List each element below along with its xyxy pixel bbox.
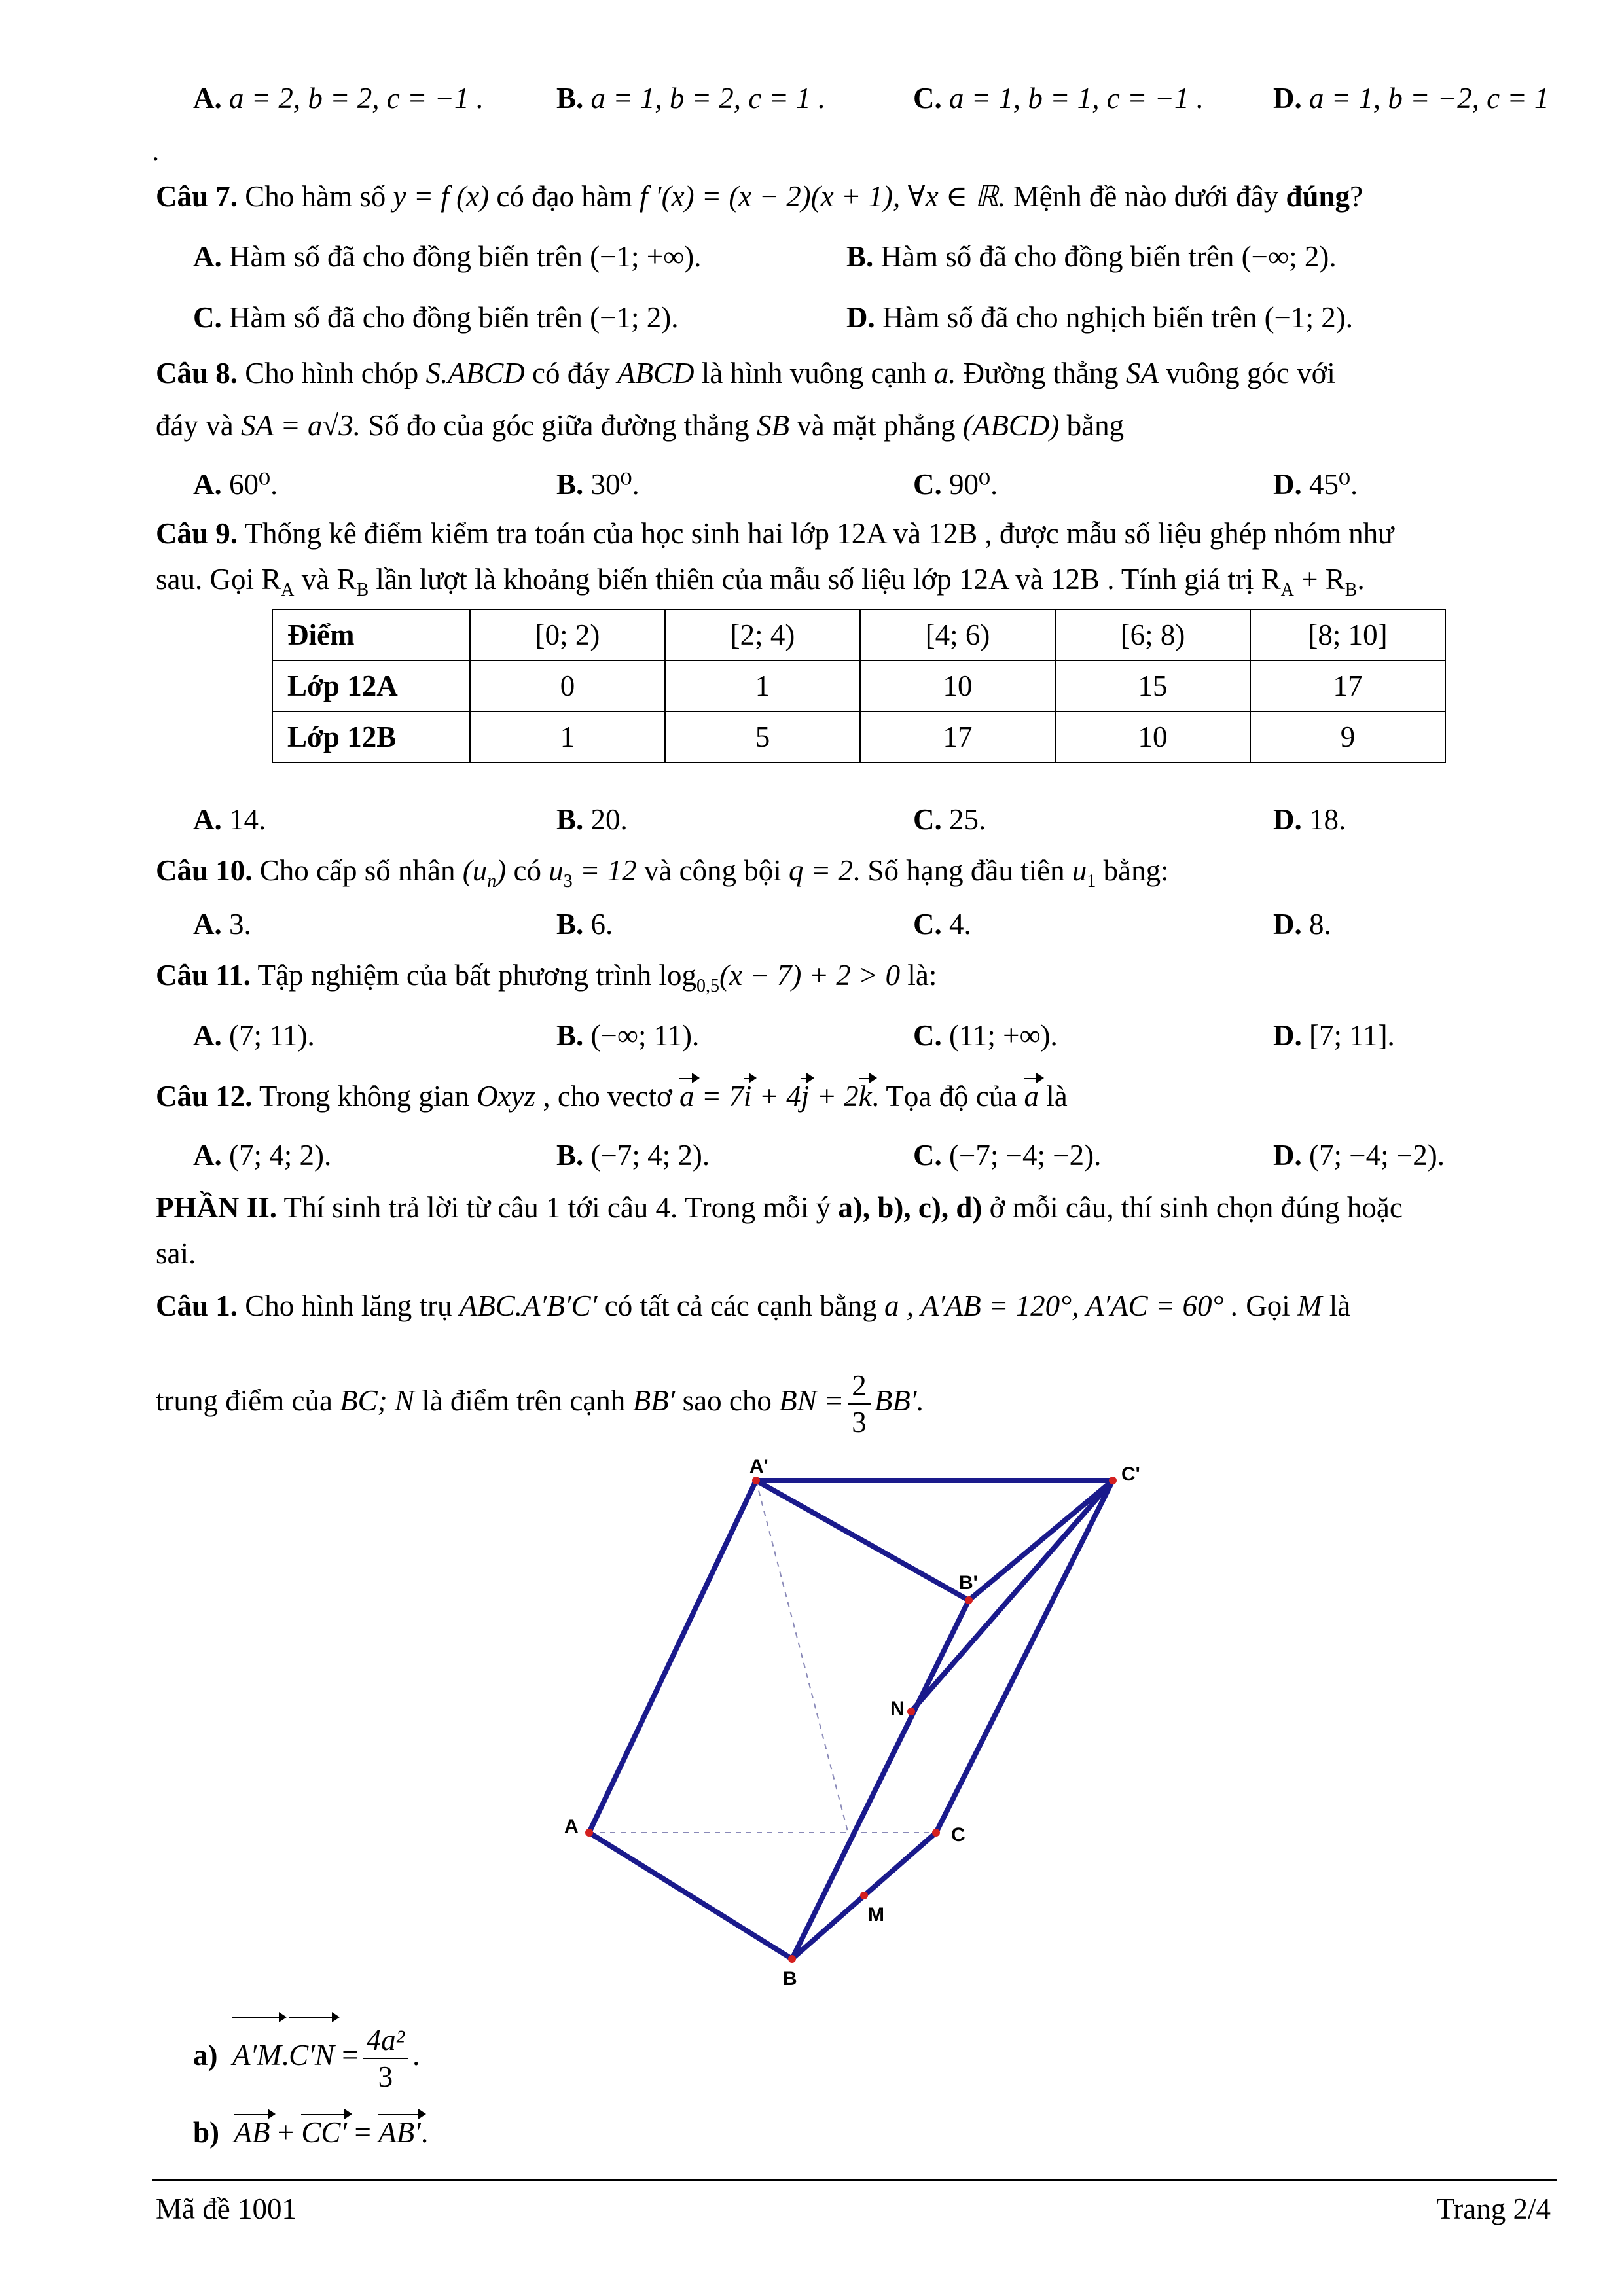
q8-option-b: B. 30⁰.: [556, 468, 640, 501]
q6-option-a: A. a = 2, b = 2, c = −1 .: [193, 82, 484, 115]
edge-a1-a: [589, 1480, 756, 1833]
c1-stem-line1: Câu 1. Cho hình lăng trụ ABC.A′B′C′ có tất cả các cạnh bằng a , A′AB = 120°, A′AC = 60° . Gọi M là: [156, 1289, 1351, 1322]
q9-stem-line1: Câu 9. Thống kê điểm kiểm tra toán của học sinh hai lớp 12A và 12B , được mẫu số liệu ghép nhóm như: [156, 517, 1394, 550]
point-a: [585, 1829, 593, 1837]
q10-stem: Câu 10. Cho cấp số nhân $(u_n)$ có $u_3 = 12$ và công bội q = 2. Số hạng đầu tiên $u_1$ bằng:: [156, 854, 1169, 891]
point-b: [788, 1955, 796, 1963]
edge-c1-b1: [969, 1480, 1113, 1600]
q11-stem: Câu 11. Tập nghiệm của bất phương trình $\log_{0,5}(x - 7) + 2 > 0$ là:: [156, 959, 937, 996]
footer-divider: [152, 2179, 1557, 2181]
table-cell: Lớp 12B: [272, 711, 470, 762]
point-c: [932, 1829, 940, 1837]
fraction: $\frac{2}{3}$: [848, 1368, 871, 1440]
visible-edges: [589, 1480, 1113, 1959]
table-header-cell: Điểm: [272, 609, 470, 660]
q11-option-b: B. (−∞; 11).: [556, 1019, 700, 1052]
fraction: $\frac{\text{4a²}}{3}$: [363, 2022, 409, 2094]
table-cell: 10: [860, 660, 1055, 711]
point-b1: [965, 1596, 973, 1604]
q9-option-c: C. 25.: [913, 803, 986, 836]
q6-stray-dot: .: [152, 134, 160, 167]
q6-option-d: D. a = 1, b = −2, c = 1: [1273, 82, 1549, 115]
table-cell: 10: [1055, 711, 1250, 762]
q7-option-d: D. Hàm số đã cho nghịch biến trên (−1; 2).: [846, 301, 1353, 334]
label-c1: C': [1121, 1463, 1140, 1485]
q11-option-d: D. [7; 11].: [1273, 1019, 1395, 1052]
table-cell: 9: [1250, 711, 1445, 762]
c1-stem-line2: trung điểm của BC; N là điểm trên cạnh BB′ sao cho BN = $\frac{2}{3}$ BB′.: [156, 1369, 924, 1439]
q10-option-a: A. 3.: [193, 908, 251, 941]
q6-option-c: C. a = 1, b = 1, c = −1 .: [913, 82, 1204, 115]
q8-option-c: C. 90⁰.: [913, 468, 998, 501]
table-header-cell: [4; 6): [860, 609, 1055, 660]
q7-option-b: B. Hàm số đã cho đồng biến trên (−∞; 2).: [846, 240, 1337, 273]
q12-stem: Câu 12. Trong không gian Oxyz , cho vectơ a = 7i + 4j + 2k. Tọa độ của a là: [156, 1077, 1068, 1116]
q12-option-a: A. (7; 4; 2).: [193, 1139, 332, 1172]
part2-heading-line1: PHẦN II. Thí sinh trả lời từ câu 1 tới câu 4. Trong mỗi ý a), b), c), d) ở mỗi câu, thí sinh chọn đúng hoặc: [156, 1191, 1403, 1224]
statement-a: a) A′M.C′N = $\frac{\text{4a²}}{3}$ .: [193, 2016, 420, 2094]
q12-option-c: C. (−7; −4; −2).: [913, 1139, 1102, 1172]
table-cell: 17: [1250, 660, 1445, 711]
table-header-cell: [8; 10]: [1250, 609, 1445, 660]
q9-option-d: D. 18.: [1273, 803, 1346, 836]
q8-option-d: D. 45⁰.: [1273, 468, 1358, 501]
q11-option-c: C. (11; +∞).: [913, 1019, 1058, 1052]
vertex-points: [585, 1477, 1117, 1963]
label-c: C: [951, 1824, 965, 1846]
point-n: [907, 1708, 915, 1715]
table-cell: 5: [665, 711, 860, 762]
q9-option-b: B. 20.: [556, 803, 628, 836]
table-cell: 0: [470, 660, 665, 711]
statement-b: b) AB + CC′ = AB′.: [193, 2113, 428, 2152]
table-cell: 1: [665, 660, 860, 711]
q12-option-b: B. (−7; 4; 2).: [556, 1139, 710, 1172]
q6-option-b: B. a = 1, b = 2, c = 1 .: [556, 82, 826, 115]
table-header-cell: [2; 4): [665, 609, 860, 660]
hidden-edge-a1-m: [756, 1480, 848, 1831]
table-header-cell: [6; 8): [1055, 609, 1250, 660]
q9-stem-line2: sau. Gọi $R_A$ và $R_B$ lần lượt là khoảng biến thiên của mẫu số liệu lớp 12A và 12B . Tính giá trị $R_A + R_B$.: [156, 563, 1365, 600]
q10-option-c: C. 4.: [913, 908, 971, 941]
label-n: N: [890, 1698, 905, 1719]
q7-option-a: A. Hàm số đã cho đồng biến trên (−1; +∞).: [193, 240, 702, 273]
label-a: A: [564, 1816, 579, 1837]
q10-option-b: B. 6.: [556, 908, 613, 941]
label-a1: A': [749, 1456, 768, 1477]
table-cell: 17: [860, 711, 1055, 762]
q10-option-d: D. 8.: [1273, 908, 1331, 941]
point-m: [860, 1892, 868, 1899]
footer-page-number: Trang 2/4: [1436, 2193, 1551, 2225]
q7-option-c: C. Hàm số đã cho đồng biến trên (−1; 2).: [193, 301, 679, 334]
point-a1: [752, 1477, 760, 1484]
q7-stem: Câu 7. Cho hàm số y = f (x) có đạo hàm f ′(x) = (x − 2)(x + 1), ∀x ∈ ℝ. Mệnh đề nào dưới đây đúng?: [156, 180, 1363, 213]
point-c1: [1109, 1477, 1117, 1484]
q9-option-a: A. 14.: [193, 803, 266, 836]
table-cell: Lớp 12A: [272, 660, 470, 711]
part2-heading-line2: sai.: [156, 1237, 196, 1270]
table-cell: 1: [470, 711, 665, 762]
label-b: B: [783, 1968, 797, 1990]
label-b1: B': [959, 1572, 978, 1594]
q11-option-a: A. (7; 11).: [193, 1019, 315, 1052]
footer-exam-code: Mã đề 1001: [156, 2193, 297, 2225]
q12-option-d: D. (7; −4; −2).: [1273, 1139, 1445, 1172]
edge-a-b: [589, 1833, 792, 1959]
q8-stem-line2: đáy và SA = a√3. Số đo của góc giữa đường thẳng SB và mặt phẳng (ABCD) bằng: [156, 409, 1125, 442]
edge-a1-b1: [756, 1480, 969, 1600]
label-m: M: [868, 1904, 884, 1926]
hidden-edges: [589, 1480, 936, 1833]
table-cell: 15: [1055, 660, 1250, 711]
q8-option-a: A. 60⁰.: [193, 468, 278, 501]
table-header-cell: [0; 2): [470, 609, 665, 660]
q8-stem-line1: Câu 8. Cho hình chóp S.ABCD có đáy ABCD là hình vuông cạnh a. Đường thẳng SA vuông góc với: [156, 357, 1335, 389]
